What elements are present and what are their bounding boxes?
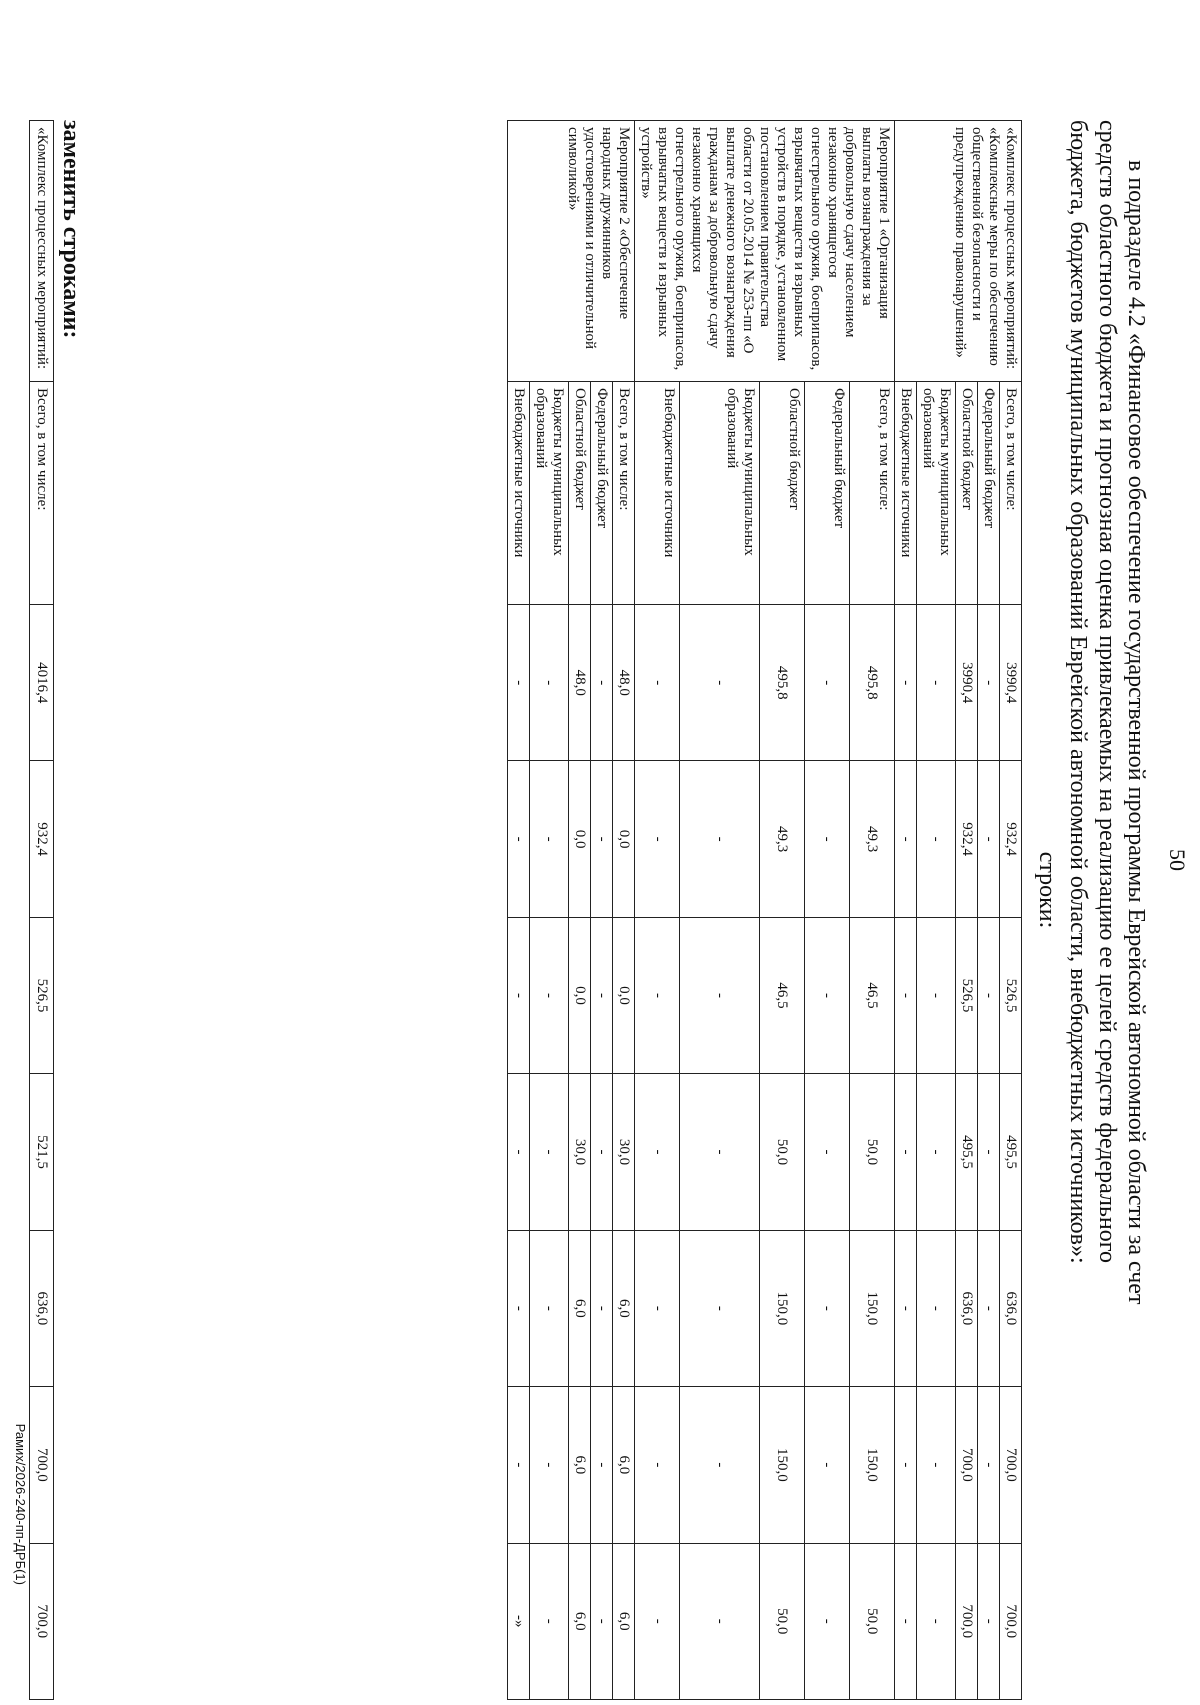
value-cell: 932,4 [956,761,978,917]
value-cell: 150,0 [849,1230,894,1386]
value-cell: 48,0 [613,605,635,761]
value-cell: - [978,1230,1000,1386]
replacement-table [29,120,54,1700]
value-cell: 526,5 [1000,917,1022,1073]
value-cell: 49,3 [849,761,894,917]
value-cell: - [591,1543,613,1699]
replacement-value-cell: 526,5 [30,917,54,1073]
value-cell: - [591,1230,613,1386]
replacement-value-cell: 700,0 [30,1387,54,1543]
value-cell: 50,0 [849,1074,894,1230]
value-cell: - [508,917,530,1073]
event-name-cell: Мероприятие 1 «Организация выплаты вознаграждения за добровольную сдачу населением незаконно хранящегося огнестрельного оружия, боеприпасов, взрывчатых веществ и взрывных устройств в порядке, установленном постановлением правительства области от 20.05.2014 № 253-пп «О выплате денежного вознаграждения гражданам за добровольную сдачу незаконно хранящихся огнестрельного оружия, боеприпасов, взрывчатых веществ и взрывных устройств» [635,121,895,382]
value-cell: 50,0 [759,1074,804,1230]
value-cell: 49,3 [759,761,804,917]
value-cell: 636,0 [1000,1230,1022,1386]
value-cell: - [680,1543,760,1699]
value-cell: - [804,1230,849,1386]
intro-line-2: средств областного бюджета и прогнозная оценка привлекаемых на реализацию ее целей средств федерального [1094,120,1120,1263]
value-cell: - [804,917,849,1073]
value-cell: - [978,917,1000,1073]
value-cell: 6,0 [569,1230,591,1386]
value-cell: 150,0 [759,1230,804,1386]
value-cell: - [680,1074,760,1230]
value-cell: - [804,1387,849,1543]
funding-source-cell: Всего, в том числе: [1000,382,1022,605]
value-cell: - [978,605,1000,761]
funding-source-cell: Внебюджетные источники [635,382,680,605]
value-cell: - [978,761,1000,917]
funding-source-cell: Федеральный бюджет [804,382,849,605]
page-number: 50 [1165,849,1190,871]
value-cell: - [680,605,760,761]
value-cell: - [591,605,613,761]
intro-line-3: бюджета, бюджетов муниципальных образований Еврейской автономной области, внебюджетных источников»: [1065,120,1091,1264]
value-cell: 526,5 [956,917,978,1073]
value-cell: 6,0 [569,1543,591,1699]
funding-source-cell: Бюджеты муниципальных образований [917,382,956,605]
value-cell: - [804,605,849,761]
value-cell: - [508,605,530,761]
value-cell: - [917,1543,956,1699]
table-row [613,121,635,1700]
value-cell: - [917,1074,956,1230]
table-row [30,121,54,1700]
replacement-source-cell: Всего, в том числе: [30,382,54,605]
value-cell: - [895,761,917,917]
value-cell: 46,5 [849,917,894,1073]
value-cell: - [895,1074,917,1230]
value-cell: 48,0 [569,605,591,761]
value-cell: - [895,917,917,1073]
value-cell: - [508,1230,530,1386]
value-cell: - [680,917,760,1073]
value-cell: - [508,1074,530,1230]
value-cell: 495,8 [759,605,804,761]
funding-source-cell: Федеральный бюджет [978,382,1000,605]
value-cell: - [635,1074,680,1230]
value-cell: - [680,761,760,917]
value-cell: - [895,1543,917,1699]
financing-table [507,120,1022,1700]
financing-table-body [508,121,1022,1700]
replacement-value-cell: 521,5 [30,1074,54,1230]
funding-source-cell: Областной бюджет [759,382,804,605]
value-cell: - [895,605,917,761]
value-cell: - [530,761,569,917]
value-cell: 6,0 [569,1387,591,1543]
table-row [1000,121,1022,1700]
value-cell: - [530,1543,569,1699]
value-cell: - [804,1074,849,1230]
value-cell: -» [508,1543,530,1699]
value-cell: 3990,4 [1000,605,1022,761]
value-cell: - [680,1387,760,1543]
funding-source-cell: Внебюджетные источники [508,382,530,605]
value-cell: - [530,1074,569,1230]
funding-source-cell: Областной бюджет [569,382,591,605]
funding-source-cell: Бюджеты муниципальных образований [680,382,760,605]
value-cell: - [591,1074,613,1230]
value-cell: - [917,917,956,1073]
value-cell: 700,0 [956,1387,978,1543]
value-cell: 150,0 [759,1387,804,1543]
value-cell: 932,4 [1000,761,1022,917]
value-cell: 495,5 [1000,1074,1022,1230]
event-name-cell: «Комплекс процессных мероприятий: «Комплексные меры по обеспечению общественной безопасности и предупреждению правонарушений» [895,121,1022,382]
value-cell: - [508,1387,530,1543]
replacement-value-cell: 932,4 [30,761,54,917]
value-cell: 700,0 [1000,1387,1022,1543]
value-cell: 50,0 [759,1543,804,1699]
value-cell: - [635,1543,680,1699]
funding-source-cell: Федеральный бюджет [591,382,613,605]
value-cell: - [978,1387,1000,1543]
value-cell: 50,0 [849,1543,894,1699]
value-cell: - [804,1543,849,1699]
value-cell: - [530,917,569,1073]
event-name-cell: Мероприятие 2 «Обеспечение народных дружинников удостоверениями и отличительной символикой» [508,121,635,382]
intro-line-1: в подразделе 4.2 «Финансовое обеспечение государственной программы Еврейской автономной области за счет [1123,160,1149,1305]
value-cell: - [917,761,956,917]
intro-paragraph [1032,120,1150,1660]
replacement-name-cell: «Комплекс процессных мероприятий: [30,121,54,382]
value-cell: 150,0 [849,1387,894,1543]
replacement-value-cell: 636,0 [30,1230,54,1386]
value-cell: 636,0 [956,1230,978,1386]
value-cell: 30,0 [613,1074,635,1230]
value-cell: - [635,917,680,1073]
value-cell: - [508,761,530,917]
value-cell: - [978,1543,1000,1699]
value-cell: - [978,1074,1000,1230]
intro-line-4: строки: [1034,851,1060,929]
value-cell: 3990,4 [956,605,978,761]
value-cell: 700,0 [1000,1543,1022,1699]
value-cell: 46,5 [759,917,804,1073]
value-cell: - [804,761,849,917]
document-code: Рамих/2026-240-пп-ДРБ(1) [13,1423,28,1585]
value-cell: - [635,1230,680,1386]
value-cell: - [591,917,613,1073]
funding-source-cell: Бюджеты муниципальных образований [530,382,569,605]
value-cell: 6,0 [613,1230,635,1386]
funding-source-cell: Всего, в том числе: [849,382,894,605]
value-cell: 0,0 [569,917,591,1073]
replacement-value-cell: 4016,4 [30,605,54,761]
value-cell: 0,0 [569,761,591,917]
value-cell: - [635,1387,680,1543]
value-cell: - [895,1230,917,1386]
value-cell: - [591,1387,613,1543]
value-cell: - [917,605,956,761]
funding-source-cell: Областной бюджет [956,382,978,605]
value-cell: 6,0 [613,1543,635,1699]
value-cell: - [591,761,613,917]
value-cell: - [635,605,680,761]
value-cell: - [680,1230,760,1386]
value-cell: - [530,1387,569,1543]
funding-source-cell: Всего, в том числе: [613,382,635,605]
value-cell: 0,0 [613,761,635,917]
value-cell: - [530,605,569,761]
value-cell: 30,0 [569,1074,591,1230]
value-cell: - [895,1387,917,1543]
value-cell: - [917,1387,956,1543]
value-cell: - [530,1230,569,1386]
value-cell: 700,0 [956,1543,978,1699]
funding-source-cell: Внебюджетные источники [895,382,917,605]
value-cell: - [917,1230,956,1386]
value-cell: 0,0 [613,917,635,1073]
replace-heading: заменить строками: [58,120,84,339]
value-cell: 6,0 [613,1387,635,1543]
value-cell: 495,5 [956,1074,978,1230]
value-cell: 495,8 [849,605,894,761]
value-cell: - [635,761,680,917]
table-row [849,121,894,1700]
replacement-value-cell: 700,0 [30,1543,54,1699]
